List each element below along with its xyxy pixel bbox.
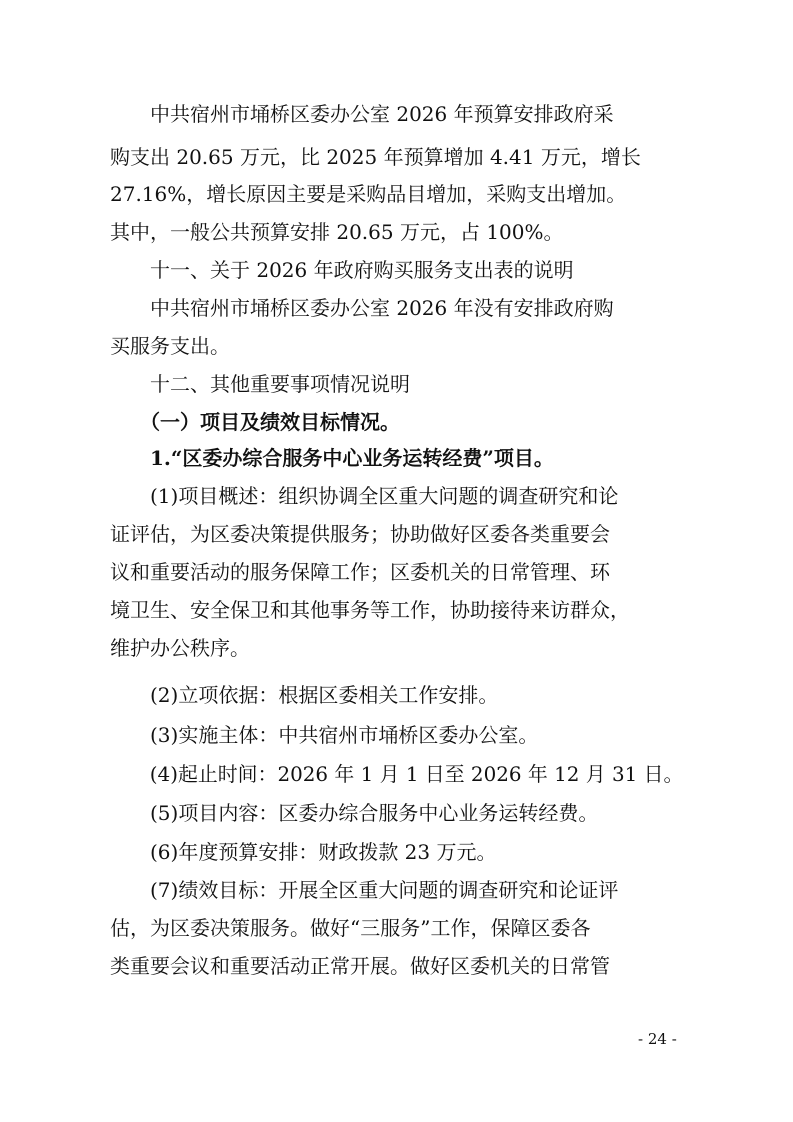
text-line: (4)起止时间：2026 年 1 月 1 日至 2026 年 12 月 31 日。 [110,762,684,786]
text-line: 其中，一般公共预算安排 20.65 万元，占 100%。 [110,220,564,244]
text-line: 十二、其他重要事项情况说明 [110,372,410,396]
text-line: 证评估，为区委决策提供服务；协助做好区委各类重要会 [110,522,610,546]
text-line: 十一、关于 2026 年政府购买服务支出表的说明 [110,258,574,282]
text-line: 维护办公秩序。 [110,636,250,660]
text-line: 1.“区委办综合服务中心业务运转经费”项目。 [110,446,554,470]
text-line: （一）项目及绩效目标情况。 [110,410,400,434]
text-line: 议和重要活动的服务保障工作；区委机关的日常管理、环 [110,560,610,584]
text-line: (5)项目内容：区委办综合服务中心业务运转经费。 [110,801,599,825]
text-line: 境卫生、安全保卫和其他事务等工作，协助接待来访群众， [110,598,630,622]
text-line: 购支出 20.65 万元，比 2025 年预算增加 4.41 万元，增长 [110,145,641,169]
text-line: (2)立项依据：根据区委相关工作安排。 [110,683,499,707]
text-line: (3)实施主体：中共宿州市埇桥区委办公室。 [110,723,539,747]
text-line: 买服务支出。 [110,334,230,358]
text-line: 27.16%，增长原因主要是采购品目增加，采购支出增加。 [110,182,627,206]
text-line: (1)项目概述：组织协调全区重大问题的调查研究和论 [110,484,619,508]
text-line: (6)年度预算安排：财政拨款 23 万元。 [110,840,497,864]
text-line: 类重要会议和重要活动正常开展。做好区委机关的日常管 [110,954,610,978]
text-line: 中共宿州市埇桥区委办公室 2026 年预算安排政府采 [110,102,614,126]
text-line: 估，为区委决策服务。做好“三服务”工作，保障区委各 [110,916,591,940]
text-line: (7)绩效目标：开展全区重大问题的调查研究和论证评 [110,878,619,902]
text-line: 中共宿州市埇桥区委办公室 2026 年没有安排政府购 [110,296,614,320]
page-number: - 24 - [638,1030,677,1048]
